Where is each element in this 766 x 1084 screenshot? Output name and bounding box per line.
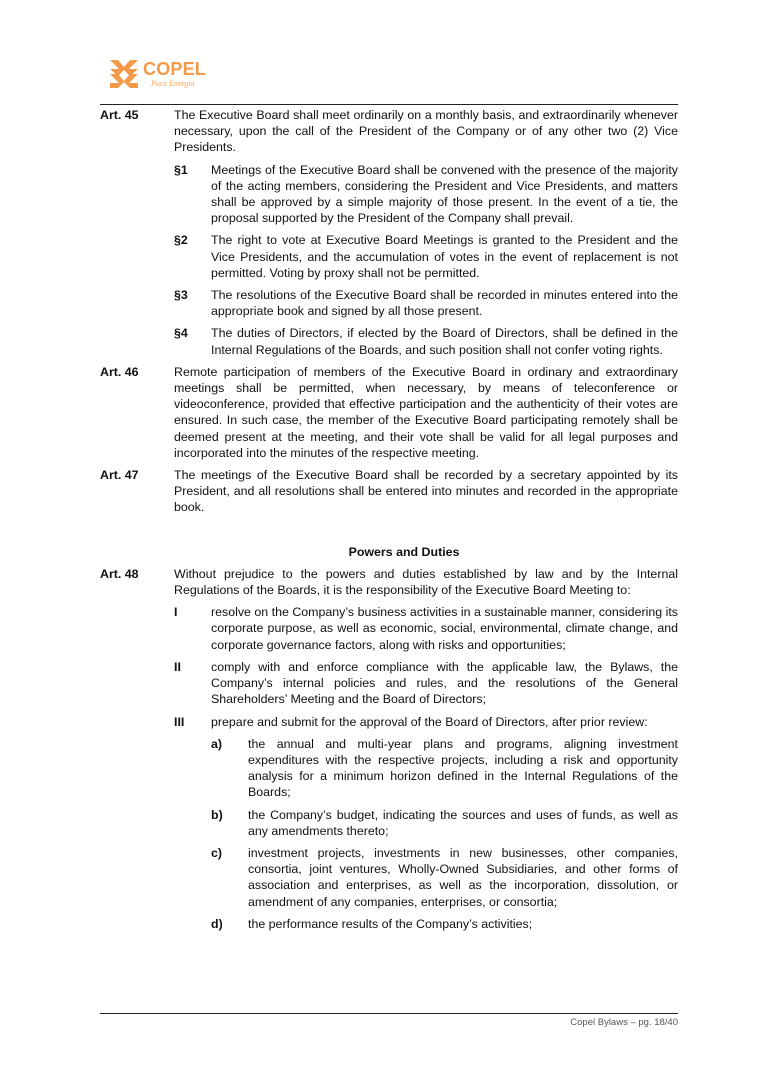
roman-item <box>174 659 678 708</box>
roman-label: II <box>174 659 181 674</box>
letter-label: a) <box>211 736 223 751</box>
article-label: Art. 47 <box>100 468 139 483</box>
article-48 <box>100 566 678 932</box>
page-number: Copel Bylaws – pg. 18/40 <box>570 1017 678 1028</box>
letter-label: d) <box>211 916 223 931</box>
copel-logo <box>108 54 206 94</box>
paragraph-item <box>174 162 678 227</box>
article-label: Art. 45 <box>100 108 139 122</box>
footer-divider <box>100 1013 678 1014</box>
section-heading: Powers and Duties <box>348 544 460 559</box>
document-body <box>100 107 678 938</box>
letter-text: investment projects, investments in new businesses, other companies, consortia, joint ventures, Wholly-Owned Subsidiaries, and other forms of association and enterprises, as well as the incorporation, dissolution, or amendment of any companies, enterprises, or consortia; <box>248 845 678 909</box>
logo-name: COPEL <box>143 59 207 79</box>
roman-text: comply with and enforce compliance with the applicable law, the Bylaws, the Company’s internal policies and rules, and the resolutions of the General Shareholders’ Meeting and the Board of Directors; <box>211 659 678 707</box>
article-text: Remote participation of members of the Executive Board in ordinary and extraordinary meetings shall be permitted, when necessary, by means of teleconference or videoconference, provided that effective participation and the authenticity of their votes are ensured. In such case, the member of the Executive Board participating remotely shall be deemed present at the meeting, and their vote shall be valid for all legal purposes and incorporated into the minutes of the respective meeting. <box>174 364 678 460</box>
paragraph-item <box>174 325 678 357</box>
article-text: The meetings of the Executive Board shall be recorded by a secretary appointed by its President, and all resolutions shall be entered into minutes and recorded in the appropriate book. <box>174 468 678 515</box>
paragraph-label: §3 <box>174 288 188 303</box>
paragraph-label: §2 <box>174 233 188 248</box>
logo-tagline: Pura Energia <box>151 79 195 88</box>
article-label: Art. 46 <box>100 364 139 379</box>
letter-text: the performance results of the Company’s activities; <box>248 916 533 931</box>
paragraph-text: Meetings of the Executive Board shall be convened with the presence of the majority of the acting members, considering the President and Vice Presidents, and matters shall be approved by a simple majority of those present. In the event of a tie, the proposal supported by the President of the Company shall prevail. <box>211 162 678 226</box>
letter-label: b) <box>211 807 223 822</box>
copel-logo-icon <box>108 58 140 90</box>
article-label: Art. 48 <box>100 566 139 581</box>
header-divider <box>100 104 678 105</box>
roman-item <box>174 714 678 932</box>
letter-text: the Company’s budget, indicating the sources and uses of funds, as well as any amendments thereto; <box>248 807 678 838</box>
roman-label: III <box>174 714 185 729</box>
article-text: The Executive Board shall meet ordinarily on a monthly basis, and extraordinarily whenever necessary, upon the call of the President of the Company or of any other two (2) Vice Presidents. <box>174 108 678 155</box>
letter-text: the annual and multi-year plans and programs, aligning investment expenditures with the respective projects, including a risk and opportunity analysis for a minimum horizon defined in the Internal Regulations of the Boards; <box>248 736 678 800</box>
roman-text: resolve on the Company’s business activities in a sustainable manner, considering its corporate purpose, as well as economic, social, environmental, climate change, and corporate governance factors, along with risks and opportunities; <box>211 605 678 652</box>
roman-label: I <box>174 605 178 620</box>
paragraph-text: The duties of Directors, if elected by the Board of Directors, shall be defined in the Internal Regulations of the Boards, and such position shall not confer voting rights. <box>211 326 678 357</box>
letter-item <box>211 916 678 932</box>
letter-item <box>211 845 678 910</box>
article-45 <box>100 107 678 358</box>
article-text: Without prejudice to the powers and duties established by law and by the Internal Regulations of the Boards, it is the responsibility of the Executive Board Meeting to: <box>174 566 678 598</box>
roman-text: prepare and submit for the approval of the Board of Directors, after prior review: <box>211 714 648 729</box>
letter-label: c) <box>211 845 223 860</box>
paragraph-item <box>174 287 678 319</box>
paragraph-label: §4 <box>174 326 188 341</box>
paragraph-text: The right to vote at Executive Board Meetings is granted to the President and the Vice Presidents, and the accumulation of votes in the event of replacement is not permitted. Voting by proxy shall not be permitted. <box>211 233 678 280</box>
roman-item <box>174 604 678 653</box>
letter-item <box>211 736 678 801</box>
paragraph-item <box>174 232 678 281</box>
article-46 <box>100 364 678 461</box>
article-47 <box>100 467 678 516</box>
paragraph-label: §1 <box>174 162 188 177</box>
paragraph-text: The resolutions of the Executive Board shall be recorded in minutes entered into the appropriate book and signed by all those present. <box>211 288 678 319</box>
letter-item <box>211 807 678 839</box>
